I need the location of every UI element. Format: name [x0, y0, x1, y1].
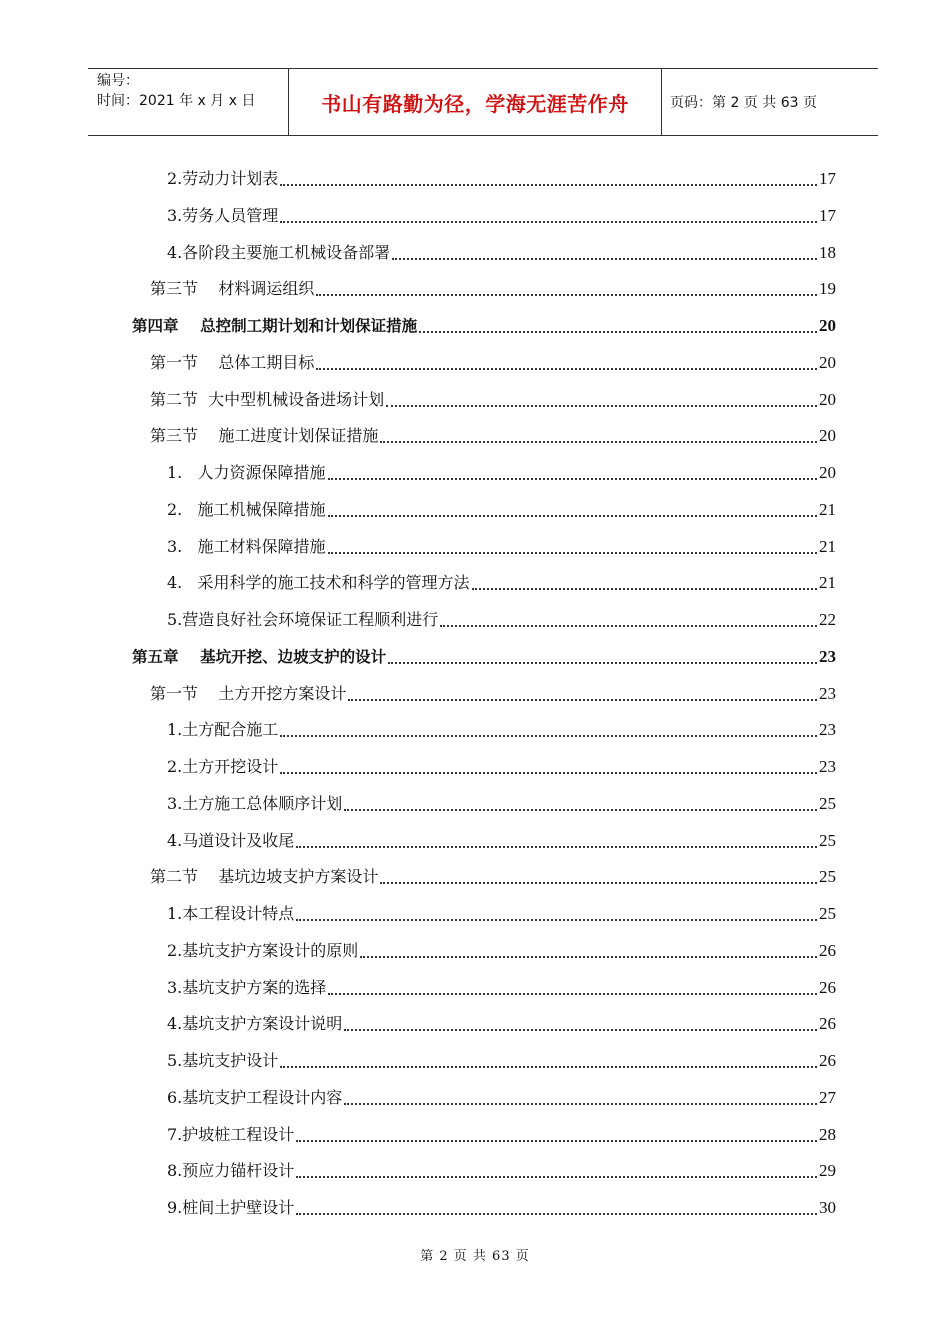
toc-entry-title: 第五章 基坑开挖、边坡支护的设计	[132, 647, 387, 666]
toc-leader-dots	[280, 711, 817, 737]
toc-item-entry[interactable]	[167, 1158, 836, 1184]
toc-entry-page: 21	[819, 536, 836, 556]
toc-item-entry[interactable]	[167, 240, 836, 266]
toc-leader-dots	[388, 638, 817, 664]
toc-entry-page: 23	[819, 757, 836, 776]
toc-entry-title: 第三节 施工进度计划保证措施	[150, 426, 379, 446]
toc-leader-dots	[316, 344, 817, 370]
toc-item-entry[interactable]	[167, 534, 836, 560]
toc-entry-page: 25	[819, 867, 836, 887]
toc-item-entry[interactable]	[167, 938, 836, 964]
toc-item-entry[interactable]	[167, 901, 836, 927]
toc-entry-page: 23	[819, 683, 836, 703]
toc-leader-dots	[328, 454, 817, 480]
toc-item-entry[interactable]	[167, 754, 836, 780]
toc-entry-title: 4.各阶段主要施工机械设备部署	[167, 242, 391, 262]
header-page-label: 页码：第 2 页 共 63 页	[670, 95, 817, 111]
toc-entry-page: 29	[819, 1161, 836, 1181]
toc-entry-title: 1.本工程设计特点	[167, 904, 295, 923]
toc-leader-dots	[296, 1152, 817, 1178]
toc-leader-dots	[296, 1116, 817, 1142]
toc-leader-dots	[280, 748, 817, 774]
toc-entry-title: 第二节 基坑边坡支护方案设计	[150, 867, 379, 887]
toc-leader-dots	[380, 858, 817, 884]
toc-section-entry[interactable]	[150, 387, 836, 413]
toc-entry-page: 22	[819, 610, 836, 629]
toc-item-entry[interactable]	[167, 1195, 836, 1221]
toc-chapter-entry[interactable]	[132, 644, 836, 670]
toc-leader-dots	[280, 197, 817, 223]
toc-entry-title: 6.基坑支护工程设计内容	[167, 1087, 343, 1107]
toc-entry-title: 第四章 总控制工期计划和计划保证措施	[132, 317, 418, 335]
toc-entry-page: 27	[819, 1087, 836, 1107]
toc-leader-dots	[348, 675, 817, 701]
toc-leader-dots	[380, 417, 817, 443]
toc-item-entry[interactable]	[167, 717, 836, 743]
toc-leader-dots	[472, 564, 817, 590]
toc-item-entry[interactable]	[167, 828, 836, 854]
toc-entry-page: 20	[819, 316, 836, 335]
toc-entry-title: 4. 采用科学的施工技术和科学的管理方法	[167, 573, 470, 593]
toc-entry-title: 第一节 总体工期目标	[150, 352, 315, 372]
toc-leader-dots	[280, 160, 817, 186]
toc-item-entry[interactable]	[167, 607, 836, 633]
toc-item-entry[interactable]	[167, 1085, 836, 1111]
toc-leader-dots	[280, 1042, 817, 1068]
toc-entry-page: 21	[819, 573, 836, 593]
toc-entry-page: 23	[819, 720, 836, 740]
toc-entry-title: 第一节 土方开挖方案设计	[150, 683, 347, 703]
toc-section-entry[interactable]	[150, 350, 836, 376]
toc-chapter-entry[interactable]	[132, 313, 836, 339]
toc-leader-dots	[296, 895, 817, 921]
toc-entry-page: 26	[819, 940, 836, 960]
toc-entry-page: 26	[819, 977, 836, 997]
toc-item-entry[interactable]	[167, 460, 836, 486]
toc-section-entry[interactable]	[150, 423, 836, 449]
toc-entry-title: 2. 施工机械保障措施	[167, 499, 326, 519]
toc-item-entry[interactable]	[167, 497, 836, 523]
toc-entry-title: 2.基坑支护方案设计的原则	[167, 940, 359, 960]
toc-entry-page: 28	[819, 1124, 836, 1144]
toc-leader-dots	[344, 785, 817, 811]
toc-section-entry[interactable]	[150, 681, 836, 707]
toc-leader-dots	[440, 601, 817, 627]
toc-leader-dots	[419, 307, 817, 333]
toc-entry-page: 17	[819, 205, 836, 225]
toc-leader-dots	[316, 270, 817, 296]
toc-entry-page: 18	[819, 242, 836, 262]
toc-entry-title: 4.基坑支护方案设计说明	[167, 1014, 343, 1034]
toc-leader-dots	[328, 969, 817, 995]
toc-item-entry[interactable]	[167, 166, 836, 192]
toc-entry-page: 20	[819, 352, 836, 372]
toc-entry-page: 25	[819, 904, 836, 923]
toc-entry-title: 7.护坡桩工程设计	[167, 1124, 295, 1144]
toc-leader-dots	[392, 234, 817, 260]
toc-leader-dots	[344, 1005, 817, 1031]
toc-entry-title: 8.预应力锚杆设计	[167, 1161, 295, 1181]
toc-entry-title: 9.桩间土护壁设计	[167, 1198, 295, 1217]
toc-entry-page: 20	[819, 463, 836, 482]
toc-item-entry[interactable]	[167, 203, 836, 229]
toc-entry-title: 第三节 材料调运组织	[150, 279, 315, 299]
toc-entry-title: 1. 人力资源保障措施	[167, 463, 326, 482]
toc-entry-page: 19	[819, 279, 836, 299]
toc-leader-dots	[328, 528, 817, 554]
toc-entry-title: 5.营造良好社会环境保证工程顺利进行	[167, 610, 439, 629]
time-label: 时间：2021 年 x 月 x 日	[97, 93, 256, 109]
toc-entry-title: 3. 施工材料保障措施	[167, 536, 326, 556]
toc-leader-dots	[344, 1079, 817, 1105]
toc-leader-dots	[296, 822, 817, 848]
toc-entry-page: 26	[819, 1051, 836, 1070]
toc-item-entry[interactable]	[167, 1011, 836, 1037]
toc-item-entry[interactable]	[167, 570, 836, 596]
toc-entry-page: 20	[819, 426, 836, 446]
toc-entry-title: 2.土方开挖设计	[167, 757, 279, 776]
toc-item-entry[interactable]	[167, 975, 836, 1001]
toc-leader-dots	[328, 491, 817, 517]
toc-entry-title: 5.基坑支护设计	[167, 1051, 279, 1070]
page-footer: 第 2 页 共 63 页	[420, 1249, 530, 1264]
toc-entry-title: 3.基坑支护方案的选择	[167, 977, 327, 997]
toc-entry-page: 20	[819, 389, 836, 409]
toc-entry-page: 17	[819, 169, 836, 188]
toc-entry-page: 30	[819, 1198, 836, 1217]
toc-leader-dots	[360, 932, 817, 958]
number-label: 编号：	[97, 73, 139, 89]
toc-entry-title: 3.劳务人员管理	[167, 205, 279, 225]
toc-entry-page: 21	[819, 499, 836, 519]
toc-section-entry[interactable]	[150, 864, 836, 890]
toc-section-entry[interactable]	[150, 276, 836, 302]
toc-leader-dots	[386, 381, 817, 407]
toc-entry-page: 23	[819, 646, 836, 666]
toc-entry-title: 4.马道设计及收尾	[167, 830, 295, 850]
toc-item-entry[interactable]	[167, 791, 836, 817]
header-motto: 书山有路勤为径，学海无涯苦作舟	[289, 69, 662, 135]
toc-entry-page: 25	[819, 830, 836, 850]
toc-entry-title: 2.劳动力计划表	[167, 169, 279, 188]
toc-entry-title: 1.土方配合施工	[167, 720, 279, 740]
toc-entry-title: 第二节 大中型机械设备进场计划	[150, 389, 385, 409]
toc-item-entry[interactable]	[167, 1122, 836, 1148]
toc-item-entry[interactable]	[167, 1048, 836, 1074]
toc-entry-page: 25	[819, 793, 836, 813]
toc-entry-title: 3.土方施工总体顺序计划	[167, 793, 343, 813]
toc-leader-dots	[296, 1189, 817, 1215]
toc-entry-page: 26	[819, 1014, 836, 1034]
